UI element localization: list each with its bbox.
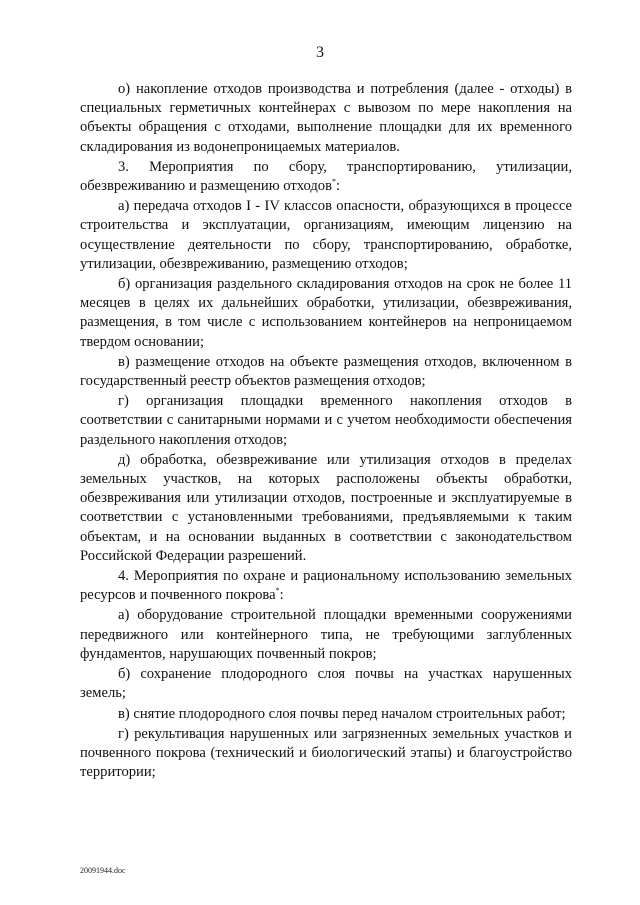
- document-body: [80, 80, 572, 782]
- paragraph-text: б) сохранение плодородного слоя почвы на участках нарушенных земель;: [80, 666, 572, 702]
- footer-filename: 20091944.doc: [80, 866, 126, 875]
- paragraph-text: 4. Мероприятия по охране и рациональному использованию земельных ресурсов и почвенного покрова: [80, 568, 572, 604]
- paragraph-g-temporary-site: [80, 392, 572, 450]
- paragraph-text: в) снятие плодородного слоя почвы перед началом строительных работ;: [118, 705, 566, 722]
- paragraph-d-waste-processing: [80, 451, 572, 566]
- footnote-marker: *: [275, 586, 280, 596]
- paragraph-a-site-equipment: [80, 606, 572, 664]
- heading-waste-measures: [80, 158, 572, 196]
- paragraph-text: 3. Мероприятия по сбору, транспортированию, утилизации, обезвреживанию и размещению отходов: [80, 158, 572, 195]
- paragraph-b-soil-preservation: [80, 665, 572, 703]
- paragraph-text: г) рекультивация нарушенных или загрязненных земельных участков и почвенного покрова (технический и биологический этапы) и благоустройство территории;: [80, 725, 572, 781]
- paragraph-text: в) размещение отходов на объекте размещения отходов, включенном в государственный реестр объектов размещения отходов;: [80, 353, 572, 390]
- paragraph-text: о) накопление отходов производства и потребления (далее - отходы) в специальных герметичных контейнерах с вывозом по мере накопления на объекты обращения с отходами, выполнение площадки для их временного складирования из водонепроницаемых материалов.: [80, 81, 572, 155]
- paragraph-b-separate-storage: [80, 275, 572, 352]
- paragraph-o: [80, 80, 572, 157]
- paragraph-text: а) оборудование строительной площадки временными сооружениями передвижного или контейнерного типа, не требующими заглубленных фундаментов, нарушающих почвенный покров;: [80, 607, 572, 662]
- heading-land-measures: [80, 567, 572, 605]
- paragraph-tail: :: [279, 587, 284, 604]
- paragraph-tail: :: [335, 178, 341, 195]
- footnote-marker: *: [331, 177, 336, 187]
- paragraph-text: а) передача отходов I - IV классов опасности, образующихся в процессе строительства и эксплуатации, организациям, имеющим лицензию на осуществление деятельности по сбору, транспортированию, обработке, утилизации, обезвреживанию, размещению отходов;: [80, 198, 572, 272]
- paragraph-a-waste-transfer: [80, 197, 572, 274]
- page-number: 3: [316, 44, 324, 61]
- paragraph-text: б) организация раздельного складирования отходов на срок не более 11 месяцев в целях их дальнейших обработки, утилизации, обезвреживания, размещения, в том числе с использованием контейнеров на непроницаемом твердом основании;: [80, 276, 572, 350]
- paragraph-v-waste-placement: [80, 353, 572, 391]
- paragraph-v-topsoil-removal: [80, 705, 572, 724]
- paragraph-g-recultivation: [80, 725, 572, 783]
- paragraph-text: г) организация площадки временного накопления отходов в соответствии с санитарными нормами и с учетом необходимости обеспечения раздельного накопления отходов;: [80, 393, 572, 448]
- paragraph-text: д) обработка, обезвреживание или утилизация отходов в пределах земельных участков, на которых расположены объекты обработки, обезвреживания или утилизации отходов, построенные и эксплуатируемые в соответствии с установленными требованиями, предъявляемыми к таким объектам, и на основании выданных в соответствии с законодательством Российской Федерации разрешений.: [80, 451, 572, 564]
